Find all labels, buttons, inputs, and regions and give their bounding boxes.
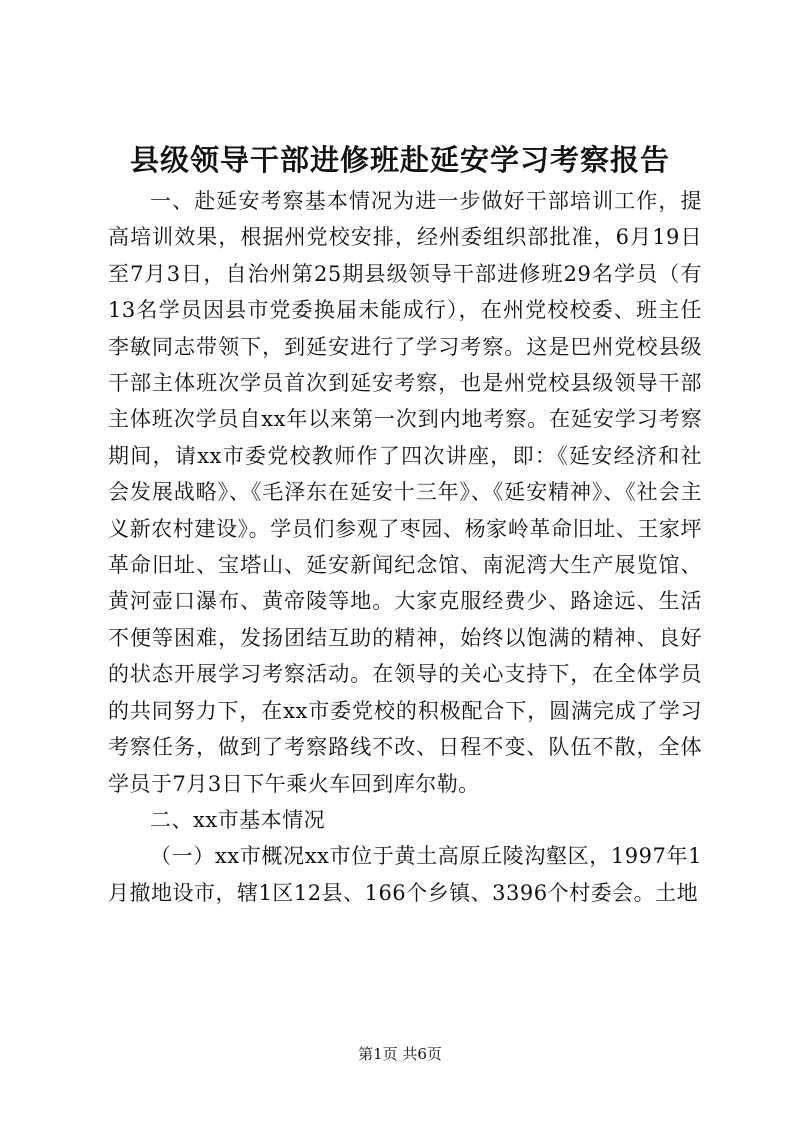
- paragraph-visit-overview: 一、赴延安考察基本情况为进一步做好干部培训工作，提高培训效果，根据州党校安排，经州委组织部批准，6月19日至7月3日，自治州第25期县级领导干部进修班29名学员（有13名学员因县市党委换届未能成行），在州党校校委、班主任李敏同志带领下，到延安进行了学习考察。这是巴州党校县级干部主体班次学员首次到延安考察，也是州党校县级领导干部主体班次学员自xx年以来第一次到内地考察。在延安学习考察期间，请xx市委党校教师作了四次讲座，即：《延安经济和社会发展战略》、《毛泽东在延安十三年》、《延安精神》、《社会主义新农村建设》。学员们参观了枣园、杨家岭革命旧址、王家坪革命旧址、宝塔山、延安新闻纪念馆、南泥湾大生产展览馆、黄河壶口瀑布、黄帝陵等地。大家克服经费少、路途远、生活不便等困难，发扬团结互助的精神，始终以饱满的精神、良好的状态开展学习考察活动。在领导的关心支持下，在全体学员的共同努力下，在xx市委党校的积极配合下，圆满完成了学习考察任务，做到了考察路线不改、日程不变、队伍不散，全体学员于7月3日下午乘火车回到库尔勒。: [108, 189, 702, 796]
- page-footer: [0, 1044, 800, 1064]
- document-title: 县级领导干部进修班赴延安学习考察报告: [129, 143, 670, 177]
- section-heading-city-overview: 二、xx市基本情况: [150, 807, 326, 832]
- page-number-label: 第1页 共6页: [358, 1045, 442, 1063]
- paragraph-city-profile: （一）xx市概况xx市位于黄土高原丘陵沟壑区，1997年1月撤地设市，辖1区12县、166个乡镇、3396个村委会。土地: [108, 844, 702, 905]
- document-body: [108, 183, 702, 911]
